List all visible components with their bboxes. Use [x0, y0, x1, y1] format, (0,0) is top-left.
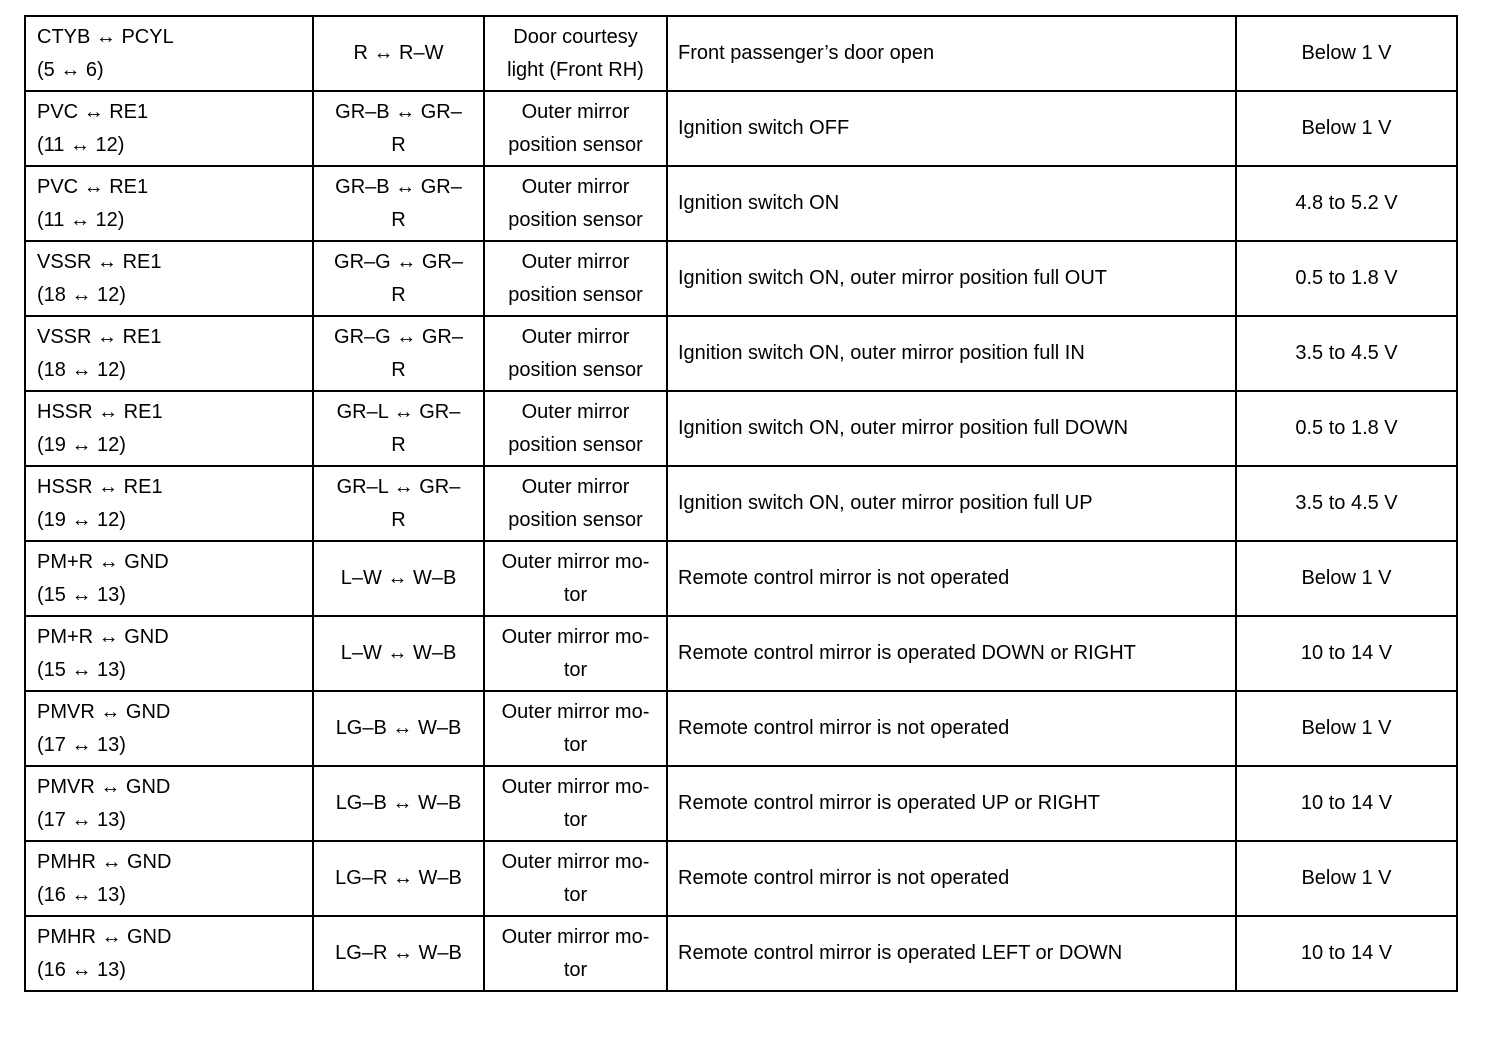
terminal-symbols: PMVR ↔ GND — [37, 700, 171, 723]
wire-color-cell — [313, 16, 484, 91]
wire-color-line: R ↔ R–W — [353, 42, 444, 64]
part-line: Outer mirror mo- — [501, 925, 650, 948]
part-line: Outer mirror — [521, 325, 630, 348]
terminal-symbols: PMHR ↔ GND — [37, 850, 172, 873]
part-cell — [484, 766, 667, 841]
part-line: position sensor — [508, 433, 643, 456]
specified-value-cell: 4.8 to 5.2 V — [1236, 166, 1457, 241]
wire-color-line: L–W ↔ W–B — [340, 567, 457, 589]
terminal-symbols: VSSR ↔ RE1 — [37, 325, 162, 348]
part-line: tor — [563, 733, 588, 756]
terminal-symbols: PM+R ↔ GND — [37, 550, 169, 573]
terminal-symbols: PM+R ↔ GND — [37, 625, 169, 648]
part-line: Outer mirror — [521, 400, 630, 423]
table-row — [25, 316, 1457, 391]
terminal-cell — [25, 391, 313, 466]
wire-color-line: LG–B ↔ W–B — [335, 717, 462, 739]
part-line: position sensor — [508, 208, 643, 231]
terminal-pins: (16 ↔ 13) — [37, 883, 126, 906]
part-cell — [484, 541, 667, 616]
part-line: Outer mirror mo- — [501, 625, 650, 648]
condition-cell: Remote control mirror is operated LEFT or DOWN — [667, 916, 1236, 991]
terminal-pins: (15 ↔ 13) — [37, 583, 126, 606]
wire-color-line: R — [391, 208, 406, 231]
terminal-symbols: HSSR ↔ RE1 — [37, 475, 163, 498]
table-row — [25, 241, 1457, 316]
part-line: tor — [563, 583, 588, 606]
specified-value-cell: 10 to 14 V — [1236, 616, 1457, 691]
table-row — [25, 16, 1457, 91]
terminal-pins: (18 ↔ 12) — [37, 283, 126, 306]
table-row — [25, 466, 1457, 541]
wire-color-cell — [313, 541, 484, 616]
condition-cell: Ignition switch ON — [667, 166, 1236, 241]
wire-color-cell — [313, 391, 484, 466]
terminal-pins: (17 ↔ 13) — [37, 733, 126, 756]
part-line: Outer mirror mo- — [501, 775, 650, 798]
terminal-symbols: PMHR ↔ GND — [37, 925, 172, 948]
part-cell — [484, 916, 667, 991]
table-row — [25, 691, 1457, 766]
wire-color-line: R — [391, 433, 406, 456]
part-line: Outer mirror mo- — [501, 550, 650, 573]
terminal-symbols: VSSR ↔ RE1 — [37, 250, 162, 273]
terminal-cell — [25, 91, 313, 166]
condition-cell: Ignition switch OFF — [667, 91, 1236, 166]
terminal-pins: (19 ↔ 12) — [37, 433, 126, 456]
part-line: Outer mirror — [521, 250, 630, 273]
part-line: light (Front RH) — [507, 58, 644, 81]
wire-color-line: L–W ↔ W–B — [340, 642, 457, 664]
wire-color-cell — [313, 316, 484, 391]
part-cell — [484, 91, 667, 166]
part-line: position sensor — [508, 358, 643, 381]
condition-cell: Front passenger’s door open — [667, 16, 1236, 91]
wire-color-line: LG–R ↔ W–B — [335, 867, 462, 889]
wire-color-line: R — [391, 508, 406, 531]
part-line: Door courtesy — [513, 25, 638, 48]
wire-color-cell — [313, 241, 484, 316]
terminal-symbols: PMVR ↔ GND — [37, 775, 171, 798]
table-row — [25, 841, 1457, 916]
table-row — [25, 766, 1457, 841]
wire-color-cell — [313, 616, 484, 691]
terminal-cell — [25, 766, 313, 841]
part-line: Outer mirror mo- — [501, 700, 650, 723]
part-cell — [484, 466, 667, 541]
part-line: tor — [563, 958, 588, 981]
specified-value-cell: 0.5 to 1.8 V — [1236, 391, 1457, 466]
terminal-symbols: PVC ↔ RE1 — [37, 175, 149, 198]
part-line: tor — [563, 883, 588, 906]
condition-cell: Remote control mirror is operated DOWN or RIGHT — [667, 616, 1236, 691]
terminal-cell — [25, 466, 313, 541]
part-cell — [484, 391, 667, 466]
wire-color-cell — [313, 916, 484, 991]
condition-cell: Ignition switch ON, outer mirror position full UP — [667, 466, 1236, 541]
specified-value-cell: 10 to 14 V — [1236, 916, 1457, 991]
part-line: position sensor — [508, 283, 643, 306]
terminal-cell — [25, 691, 313, 766]
part-line: position sensor — [508, 133, 643, 156]
wire-color-cell — [313, 166, 484, 241]
terminal-symbols: HSSR ↔ RE1 — [37, 400, 163, 423]
wire-color-line: GR–G ↔ GR– — [334, 325, 463, 348]
wire-color-line: R — [391, 133, 406, 156]
terminal-pins: (15 ↔ 13) — [37, 658, 126, 681]
wire-color-cell — [313, 766, 484, 841]
condition-cell: Ignition switch ON, outer mirror position full OUT — [667, 241, 1236, 316]
wire-color-line: LG–B ↔ W–B — [335, 792, 462, 814]
wire-color-line: GR–B ↔ GR– — [335, 175, 462, 198]
specified-value-cell: 3.5 to 4.5 V — [1236, 316, 1457, 391]
part-cell — [484, 616, 667, 691]
terminal-pins: (11 ↔ 12) — [37, 208, 125, 231]
terminal-symbols: CTYB ↔ PCYL — [37, 25, 174, 48]
terminal-cell — [25, 166, 313, 241]
part-line: Outer mirror mo- — [501, 850, 650, 873]
wire-color-line: GR–L ↔ GR– — [336, 475, 461, 498]
part-cell — [484, 841, 667, 916]
specified-value-cell: Below 1 V — [1236, 91, 1457, 166]
table-row — [25, 541, 1457, 616]
table-body — [25, 16, 1457, 991]
part-line: tor — [563, 808, 588, 831]
terminal-symbols: PVC ↔ RE1 — [37, 100, 149, 123]
terminal-cell — [25, 241, 313, 316]
terminal-pins: (18 ↔ 12) — [37, 358, 126, 381]
specified-value-cell: Below 1 V — [1236, 841, 1457, 916]
specified-value-cell: 0.5 to 1.8 V — [1236, 241, 1457, 316]
wire-color-line: R — [391, 283, 406, 306]
table-row — [25, 91, 1457, 166]
terminal-cell — [25, 541, 313, 616]
wire-color-cell — [313, 91, 484, 166]
wire-color-cell — [313, 466, 484, 541]
wire-color-line: GR–G ↔ GR– — [334, 250, 463, 273]
condition-cell: Remote control mirror is not operated — [667, 541, 1236, 616]
part-line: tor — [563, 658, 588, 681]
wire-color-cell — [313, 691, 484, 766]
terminal-pins: (5 ↔ 6) — [37, 58, 104, 81]
part-line: Outer mirror — [521, 475, 630, 498]
specified-value-cell: Below 1 V — [1236, 541, 1457, 616]
condition-cell: Remote control mirror is operated UP or RIGHT — [667, 766, 1236, 841]
specified-value-cell: 3.5 to 4.5 V — [1236, 466, 1457, 541]
terminal-pins: (11 ↔ 12) — [37, 133, 125, 156]
table-row — [25, 916, 1457, 991]
part-cell — [484, 16, 667, 91]
terminal-voltage-table — [24, 15, 1458, 992]
condition-cell: Ignition switch ON, outer mirror position full DOWN — [667, 391, 1236, 466]
part-cell — [484, 691, 667, 766]
condition-cell: Remote control mirror is not operated — [667, 841, 1236, 916]
terminal-cell — [25, 841, 313, 916]
specified-value-cell: Below 1 V — [1236, 16, 1457, 91]
condition-cell: Ignition switch ON, outer mirror position full IN — [667, 316, 1236, 391]
wire-color-line: GR–B ↔ GR– — [335, 100, 462, 123]
specified-value-cell: Below 1 V — [1236, 691, 1457, 766]
wire-color-cell — [313, 841, 484, 916]
terminal-cell — [25, 316, 313, 391]
part-line: Outer mirror — [521, 100, 630, 123]
terminal-pins: (19 ↔ 12) — [37, 508, 126, 531]
wire-color-line: LG–R ↔ W–B — [335, 942, 462, 964]
part-line: position sensor — [508, 508, 643, 531]
condition-cell: Remote control mirror is not operated — [667, 691, 1236, 766]
wire-color-line: R — [391, 358, 406, 381]
table-row — [25, 166, 1457, 241]
terminal-pins: (17 ↔ 13) — [37, 808, 126, 831]
terminal-pins: (16 ↔ 13) — [37, 958, 126, 981]
table-row — [25, 391, 1457, 466]
part-cell — [484, 241, 667, 316]
terminal-cell — [25, 916, 313, 991]
part-cell — [484, 166, 667, 241]
part-line: Outer mirror — [521, 175, 630, 198]
specified-value-cell: 10 to 14 V — [1236, 766, 1457, 841]
part-cell — [484, 316, 667, 391]
terminal-cell — [25, 616, 313, 691]
table-row — [25, 616, 1457, 691]
wire-color-line: GR–L ↔ GR– — [336, 400, 461, 423]
terminal-cell — [25, 16, 313, 91]
